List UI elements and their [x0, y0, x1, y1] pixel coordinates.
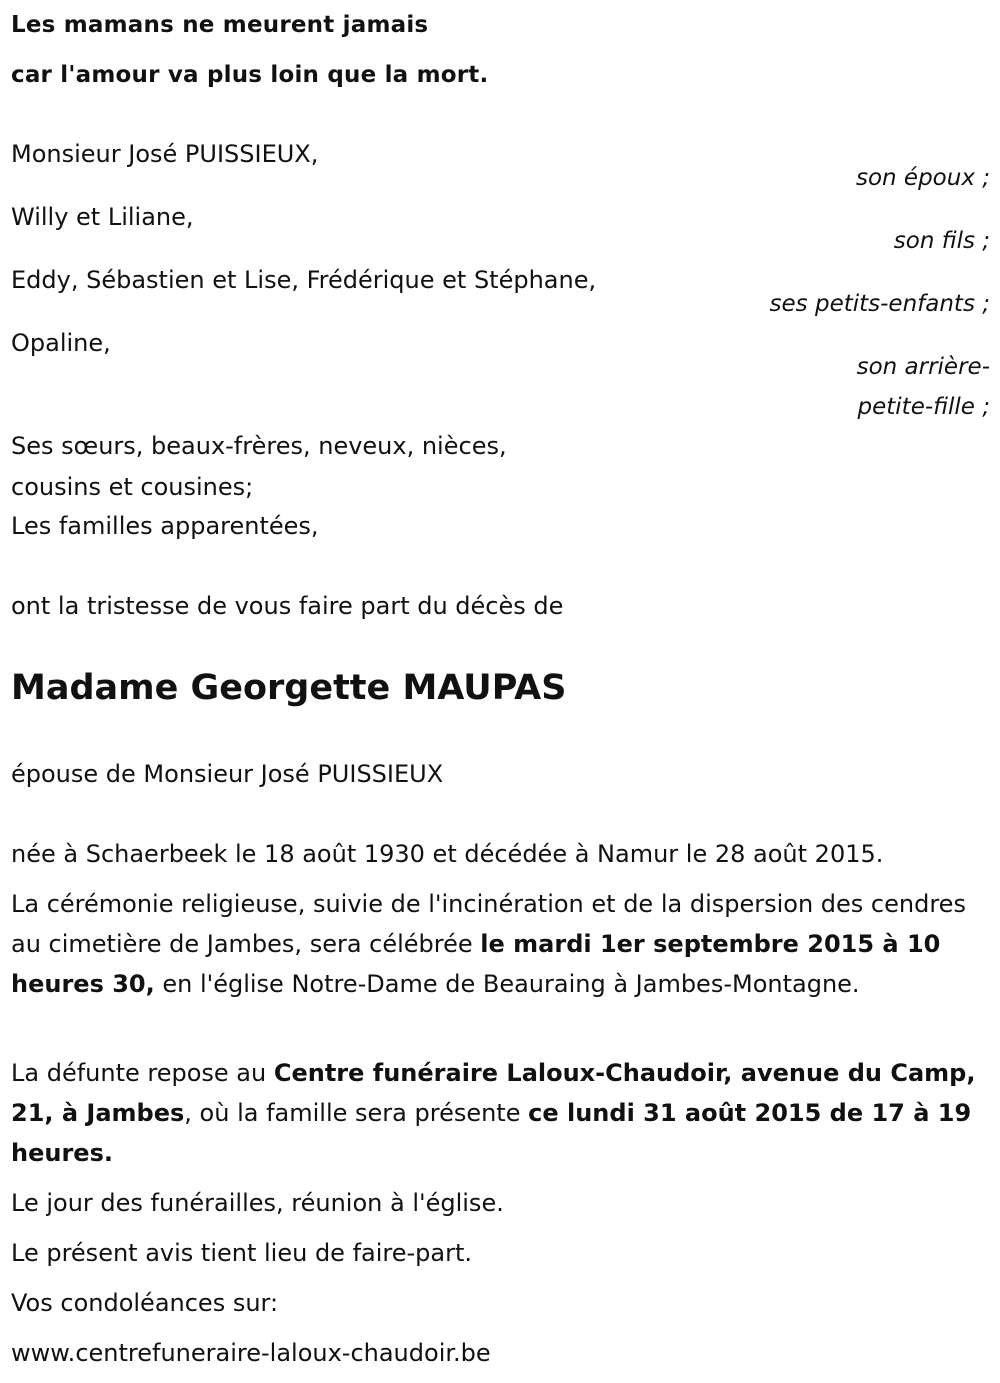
great-granddaughter-name: Opaline,: [11, 329, 111, 357]
relatives-line-2: cousins et cousines;: [11, 473, 254, 501]
husband-name: Monsieur José PUISSIEUX,: [11, 140, 319, 168]
grandchildren-names: Eddy, Sébastien et Lise, Frédérique et Stéphane,: [11, 266, 597, 294]
relatives-line-1: Ses sœurs, beaux-frères, neveux, nièces,: [11, 432, 507, 460]
repose-text-1: La défunte repose au: [11, 1059, 274, 1087]
ceremony-paragraph: [11, 884, 981, 1004]
deceased-name: Madame Georgette MAUPAS: [11, 668, 567, 708]
announcement-text: ont la tristesse de vous faire part du décès de: [11, 592, 564, 620]
repose-text-2: , où la famille sera présente: [184, 1099, 529, 1127]
notice-line: Le présent avis tient lieu de faire-part.: [11, 1239, 473, 1267]
ceremony-text-2: en l'église Notre-Dame de Beauraing à Jambes-Montagne.: [154, 970, 860, 998]
husband-role: son époux ;: [855, 165, 990, 191]
quote-line-2: car l'amour va plus loin que la mort.: [11, 62, 489, 88]
condolences-label: Vos condoléances sur:: [11, 1289, 279, 1317]
website-link[interactable]: www.centrefuneraire-laloux-chaudoir.be: [11, 1339, 491, 1367]
spouse-line: épouse de Monsieur José PUISSIEUX: [11, 760, 444, 788]
repose-place: Centre funéraire Laloux-Chaudoir, avenue du Camp, 21, à Jambes: [11, 1059, 976, 1127]
birth-death-line: née à Schaerbeek le 18 août 1930 et décédée à Namur le 28 août 2015.: [11, 840, 884, 868]
grandchildren-role: ses petits-enfants ;: [769, 291, 990, 317]
quote-line-1: Les mamans ne meurent jamais: [11, 12, 429, 38]
repose-visit-time: ce lundi 31 août 2015 de 17 à 19 heures.: [11, 1099, 972, 1167]
ceremony-datetime: le mardi 1er septembre 2015 à 10 heures 30,: [11, 930, 941, 998]
children-names: Willy et Liliane,: [11, 203, 194, 231]
repose-paragraph: [11, 1053, 981, 1173]
relatives-line-3: Les familles apparentées,: [11, 512, 319, 540]
great-granddaughter-role-line-1: son arrière-: [856, 354, 990, 380]
children-role: son fils ;: [893, 228, 990, 254]
great-granddaughter-role-line-2: petite-fille ;: [857, 394, 990, 420]
funeral-day-line: Le jour des funérailles, réunion à l'église.: [11, 1189, 504, 1217]
ceremony-text-1: La cérémonie religieuse, suivie de l'incinération et de la dispersion des cendres au cimetière de Jambes, sera célébrée: [11, 890, 966, 958]
